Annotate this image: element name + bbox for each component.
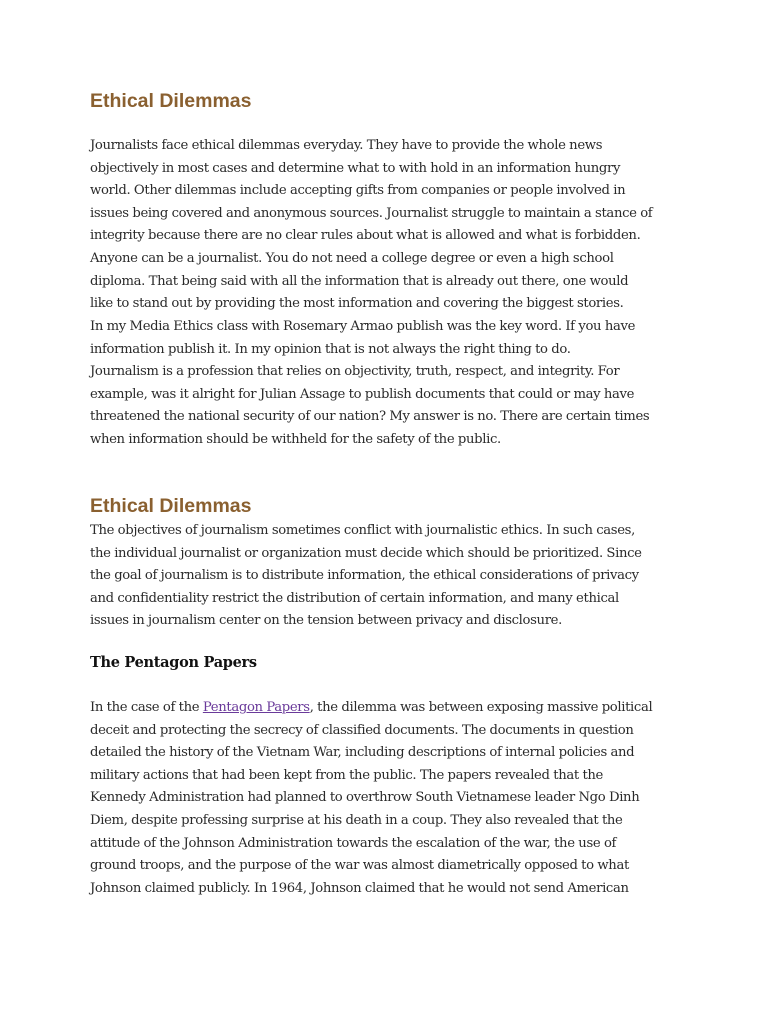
text-line: and confidentiality restrict the distribution of certain information, and many ethical <box>90 590 619 606</box>
text-line: objectively in most cases and determine what to with hold in an information hungry <box>90 160 621 176</box>
text-line: deceit and protecting the secrecy of classified documents. The documents in question <box>90 722 634 738</box>
text-line: when information should be withheld for the safety of the public. <box>90 431 501 447</box>
text-line: the goal of journalism is to distribute information, the ethical considerations of privacy <box>90 568 639 584</box>
text-line: like to stand out by providing the most information and covering the biggest stories. <box>90 296 624 312</box>
text-fragment: , the dilemma was between exposing massive political <box>309 700 653 715</box>
intro-paragraph <box>90 135 652 316</box>
text-line: The objectives of journalism sometimes conflict with journalistic ethics. In such cases, <box>90 523 635 538</box>
text-line: diploma. That being said with all the information that is already out there, one would <box>90 273 629 289</box>
opinion-paragraph <box>90 316 649 452</box>
section-heading: Ethical Dilemmas <box>90 495 252 517</box>
text-line <box>90 697 652 720</box>
text-line: the individual journalist or organization must decide which should be prioritized. Since <box>90 545 642 561</box>
objectives-paragraph <box>90 520 642 633</box>
text-line: In my Media Ethics class with Rosemary Armao publish was the key word. If you have <box>90 319 636 334</box>
text-line: threatened the national security of our nation? My answer is no. There are certain times <box>90 409 650 425</box>
text-line: Kennedy Administration had planned to overthrow South Vietnamese leader Ngo Dinh <box>90 790 640 806</box>
text-fragment: In the case of the <box>90 700 203 715</box>
text-line: ground troops, and the purpose of the war was almost diametrically opposed to what <box>90 858 629 874</box>
text-line: Journalism is a profession that relies on objectivity, truth, respect, and integrity. For <box>90 364 620 380</box>
text-line: example, was it alright for Julian Assage to publish documents that could or may have <box>90 386 635 402</box>
text-line: issues being covered and anonymous sources. Journalist struggle to maintain a stance of <box>90 205 653 221</box>
section-heading: Ethical Dilemmas <box>90 90 252 112</box>
text-line: information publish it. In my opinion that is not always the right thing to do. <box>90 341 571 357</box>
text-line: Journalists face ethical dilemmas everyday. They have to provide the whole news <box>90 138 603 153</box>
text-line: attitude of the Johnson Administration towards the escalation of the war, the use of <box>90 835 617 851</box>
pentagon-paragraph <box>90 697 652 900</box>
text-line: integrity because there are no clear rules about what is allowed and what is forbidden. <box>90 228 641 244</box>
text-line: Diem, despite professing surprise at his death in a coup. They also revealed that the <box>90 812 623 828</box>
text-line: Anyone can be a journalist. You do not need a college degree or even a high school <box>90 250 614 266</box>
pentagon-papers-subheading: The Pentagon Papers <box>90 654 257 671</box>
text-line: Johnson claimed publicly. In 1964, Johnson claimed that he would not send American <box>90 880 629 896</box>
text-line: world. Other dilemmas include accepting gifts from companies or people involved in <box>90 183 626 199</box>
text-line: detailed the history of the Vietnam War, including descriptions of internal policies and <box>90 745 635 761</box>
text-line: issues in journalism center on the tension between privacy and disclosure. <box>90 613 562 629</box>
pentagon-papers-link[interactable]: Pentagon Papers <box>202 700 310 715</box>
text-line: military actions that had been kept from the public. The papers revealed that the <box>90 767 603 783</box>
